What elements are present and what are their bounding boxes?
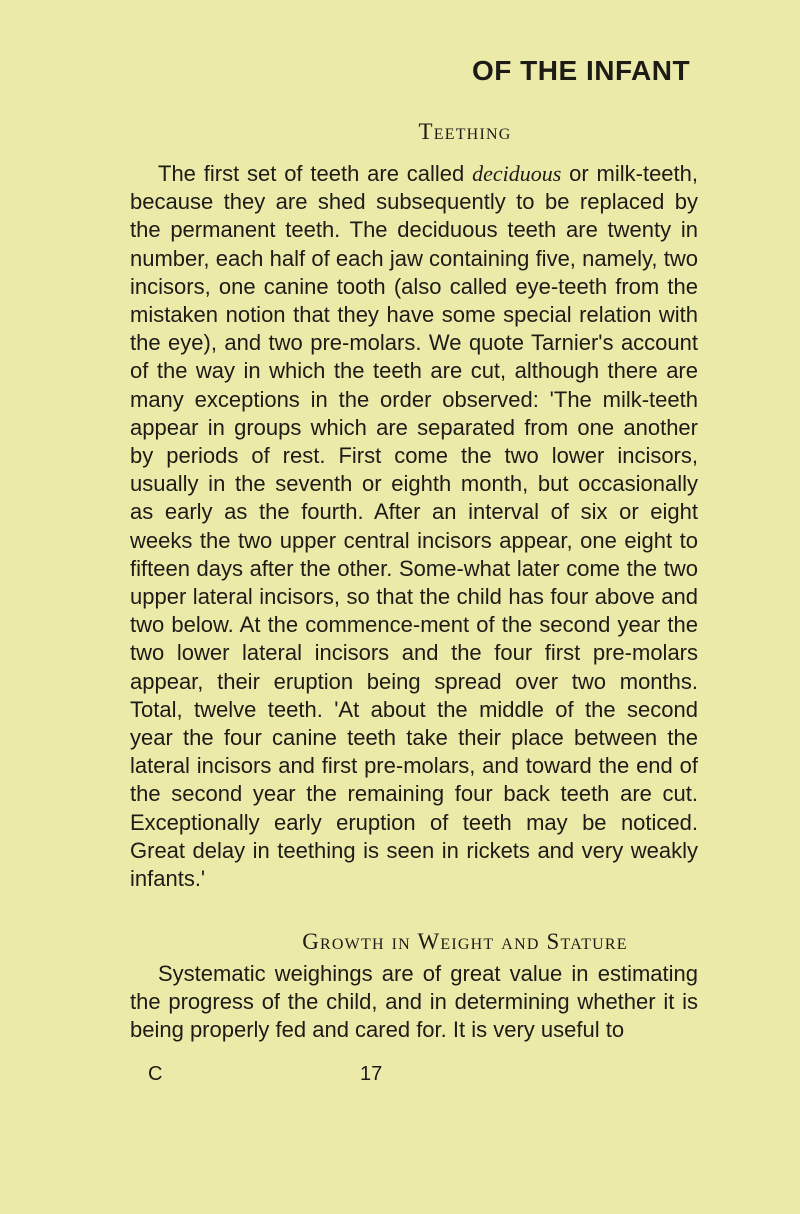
- teething-text-rest: or milk-teeth, because they are shed subsequently to be replaced by the permanent teeth. The deciduous teeth are twenty in number, each half of each jaw containing five, namely, two incisors, one canine tooth (also called eye-teeth from the mistaken notion that they have some special relation with the eye), and two pre-molars. We quote Tarnier's account of the way in which the teeth are cut, although there are many exceptions in the order observed: 'The milk-teeth appear in groups which are separated from one another by periods of rest. First come the two lower incisors, usually in the seventh or eighth month, but occasionally as early as the fourth. After an interval of six or eight weeks the two upper central incisors appear, one eight to fifteen days after the other. Some-what later come the two upper lateral incisors, so that the child has four above and two below. At the commence-ment of the second year the two lower lateral incisors and the four first pre-molars appear, their eruption being spread over two months. Total, twelve teeth. 'At about the middle of the second year the four canine teeth take their place between the lateral incisors and first pre-molars, and toward the end of the second year the remaining four back teeth are cut. Exceptionally early eruption of teeth may be noticed. Great delay in teething is seen in rickets and very weakly infants.': [130, 161, 698, 892]
- page-number: 17: [360, 1063, 383, 1085]
- teething-paragraph: [130, 160, 698, 893]
- italic-term: deciduous: [472, 161, 562, 186]
- section-heading-growth: Growth in Weight and Stature: [302, 929, 628, 954]
- teething-text-start: The first set of teeth are called: [158, 161, 473, 186]
- running-head: OF THE INFANT: [472, 55, 691, 86]
- signature-mark: C: [148, 1063, 163, 1085]
- growth-paragraph: Systematic weighings are of great value in estimating the progress of the child, and in determining whether it is being properly fed and cared for. It is very useful to: [130, 961, 698, 1043]
- section-heading-teething: Teething: [418, 119, 512, 144]
